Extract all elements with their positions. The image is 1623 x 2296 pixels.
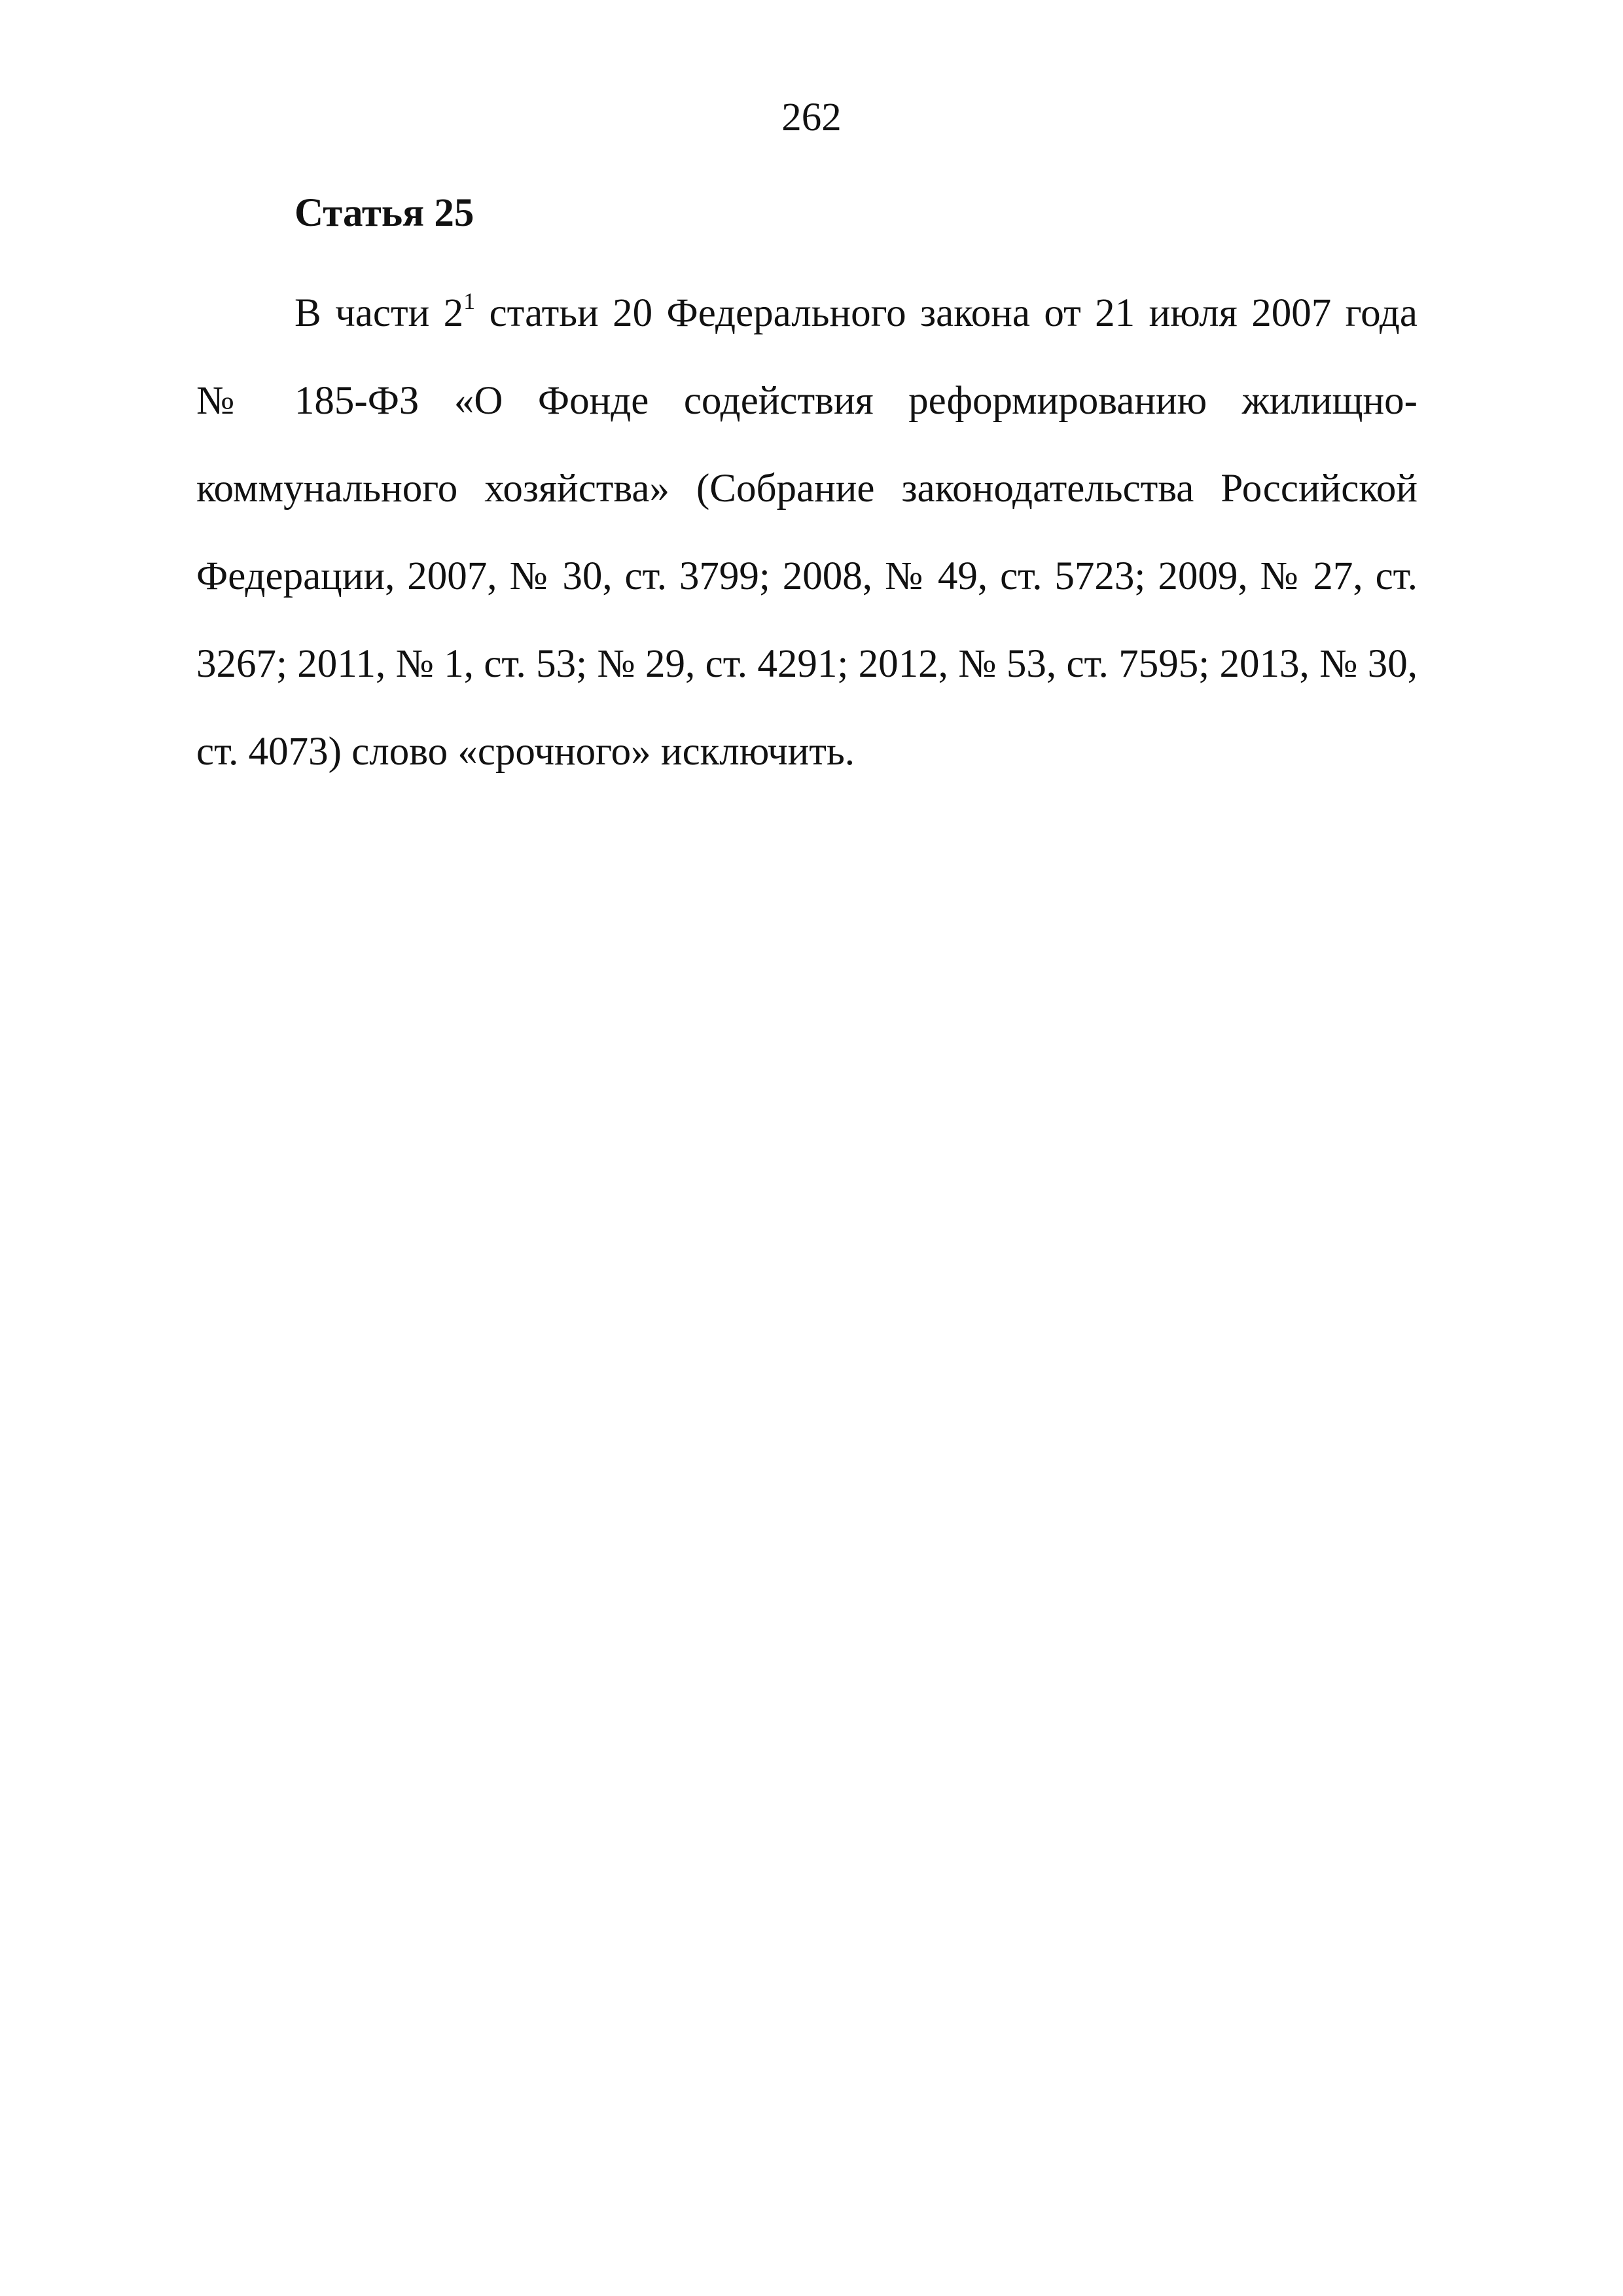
- article-body-lead: В части 2: [294, 291, 464, 335]
- page-number: 262: [781, 96, 842, 139]
- article-heading: Статья 25: [294, 191, 474, 235]
- article-body-paragraph: [196, 270, 1418, 796]
- article-body-rest: статьи 20 Федерального закона от 21 июля 2007 года № 185-ФЗ «О Фонде содействия реформированию жилищно-коммунального хозяйства» (Собрание законодательства Российской Федерации, 2007, № 30, ст. 3799; 2008, № 49, ст. 5723; 2009, № 27, ст. 3267; 2011, № 1, ст. 53; № 29, ст. 4291; 2012, № 53, ст. 7595; 2013, № 30, ст. 4073) слово «срочного» исключить.: [196, 291, 1418, 774]
- part-superscript: 1: [463, 288, 476, 314]
